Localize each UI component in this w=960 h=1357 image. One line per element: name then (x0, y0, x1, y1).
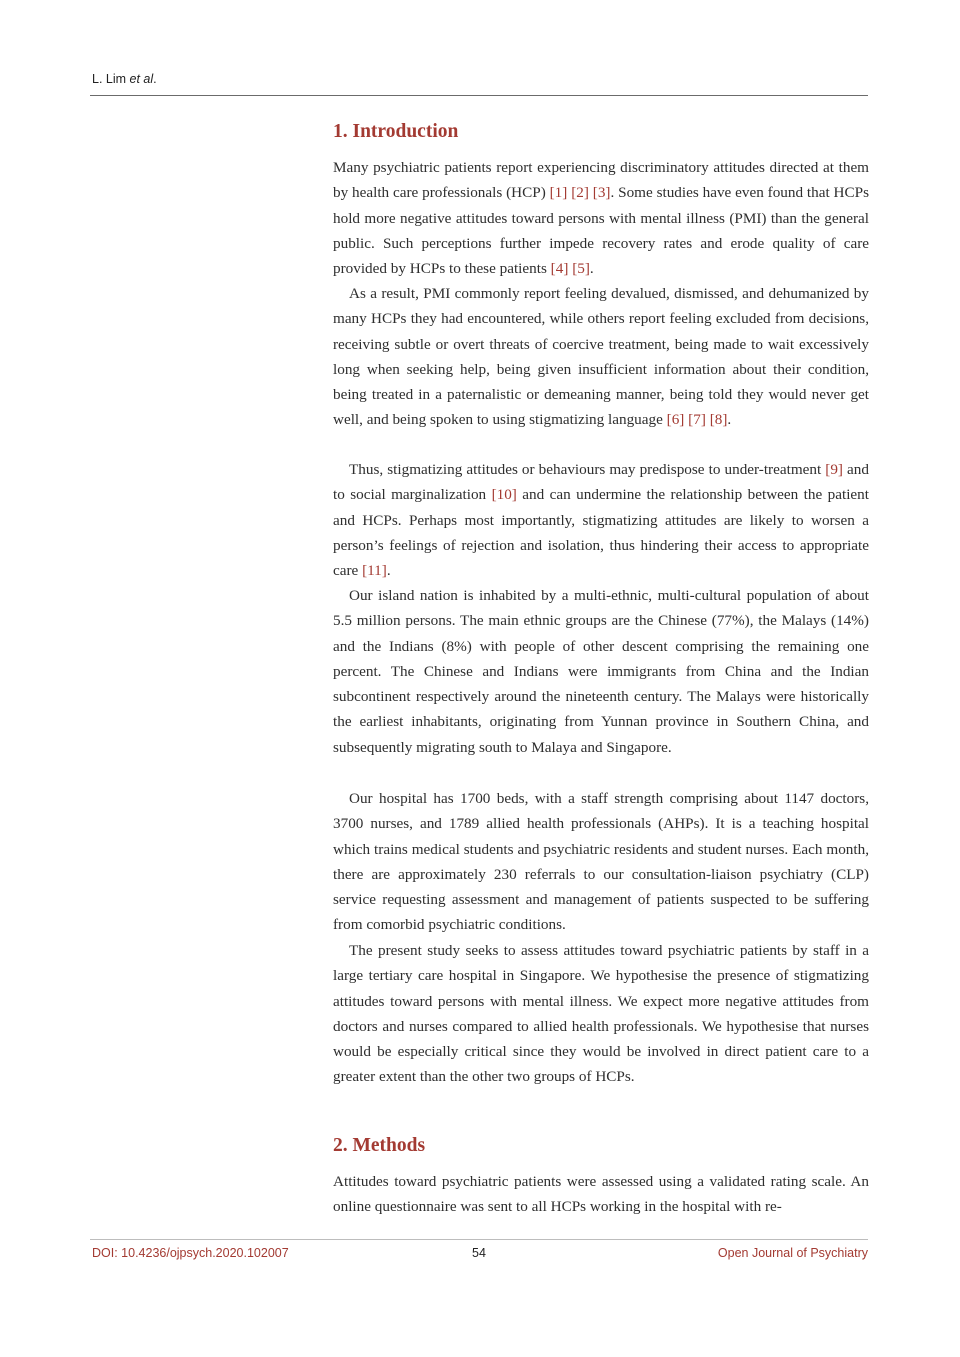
paragraph-text: As a result, PMI commonly report feeling devalued, dismissed, and dehumanized by many HCPs they had encountered, while others report feeling excluded from decisions, receiving subtle or overt threats of coercive treatment, being made to wait excessively long when seeking help, being given insufficient information about their condition, being treated in a paternalistic or demeaning manner, being told they would never get well, and being spoken to using stigmatizing language (333, 285, 869, 429)
running-head (92, 72, 157, 86)
citation-link[interactable]: [5] (572, 260, 590, 278)
paragraph-text: and to social marginalization (333, 461, 869, 504)
citation-link[interactable]: [4] (550, 260, 569, 278)
citation-link[interactable]: [9] (825, 461, 843, 478)
paragraph-text: Our hospital has 1700 beds, with a staff strength comprising about 1147 doctors, 3700 nurses, and 1789 allied health professionals (AHPs). It is a teaching hospital which trains medical students and psychiatric residents and student nurses. Each month, there are approximately 230 referrals to our consultation-liaison psychiatry (CLP) service requesting assessment and management of patients suspected to be suffering from comorbid psychiatric conditions. (333, 790, 869, 934)
footer-rule (90, 1239, 868, 1240)
methods-heading: 2. Methods (333, 1135, 426, 1156)
paragraph-text: . (589, 260, 594, 278)
paragraph-text: and can undermine the relationship between the patient and HCPs. Perhaps most importantly, stigmatizing attitudes are likely to worsen a person’s feelings of rejection and isolation, thus hindering their access to appropriate care (333, 486, 869, 580)
intro-paragraph-3 (333, 457, 869, 583)
journal-name-link[interactable]: Open Journal of Psychiatry (717, 1246, 868, 1260)
citation-link[interactable]: [2] (571, 184, 589, 202)
intro-paragraph-1 (333, 155, 869, 281)
doi-link[interactable]: DOI: 10.4236/ojpsych.2020.102007 (92, 1246, 289, 1260)
citation-link[interactable]: [11] (362, 562, 387, 580)
paragraph-text: The present study seeks to assess attitudes toward psychiatric patients by staff in a large tertiary care hospital in Singapore. We hypothesise the presence of stigmatizing attitudes toward persons with mental illness. We expect more negative attitudes from doctors and nurses compared to allied health professionals. We hypothesise that nurses would be especially critical since they would be involved in direct patient care to a greater extent than the other two groups of HCPs. (333, 942, 869, 1086)
author-names: L. Lim (92, 72, 127, 86)
paragraph-text: . (727, 411, 732, 429)
citation-link[interactable]: [1] (549, 184, 568, 202)
citation-link[interactable]: [10] (491, 486, 517, 504)
citation-link[interactable]: [3] (592, 184, 611, 202)
paragraph-text: Attitudes toward psychiatric patients were assessed using a validated rating scale. An online questionnaire was sent to all HCPs working in the hospital with re- (333, 1173, 869, 1216)
intro-paragraph-6 (333, 938, 869, 1090)
paragraph-text: Thus, stigmatizing attitudes or behaviours may predispose to under-treatment (349, 461, 826, 478)
et-al: et al (129, 72, 154, 86)
citation-link[interactable]: [6] (666, 411, 685, 429)
et-al-period: . (153, 72, 157, 86)
header-rule (90, 95, 868, 96)
methods-paragraph-1 (333, 1169, 869, 1220)
intro-paragraph-5 (333, 786, 869, 938)
citation-link[interactable]: [7] (688, 411, 706, 429)
page-number: 54 (472, 1246, 486, 1260)
introduction-section (333, 119, 869, 145)
citation-link[interactable]: [8] (709, 411, 728, 429)
intro-paragraph-4 (333, 583, 869, 760)
introduction-heading: 1. Introduction (333, 121, 459, 142)
paragraph-text: . Some studies have even found that HCPs hold more negative attitudes toward persons with mental illness (PMI) than the general public. Such perceptions further impede recovery rates and erode quality of care provided by HCPs to these patients (333, 184, 870, 278)
methods-section (333, 1133, 869, 1159)
intro-paragraph-2 (333, 281, 869, 433)
paragraph-text: Our island nation is inhabited by a multi-ethnic, multi-cultural population of about 5.5 million persons. The main ethnic groups are the Chinese (77%), the Malays (14%) and the Indians (8%) with people of other descent comprising the remaining one percent. The Chinese and Indians were immigrants from China and the Indian subcontinent respectively around the nineteenth century. The Malays were historically the earliest inhabitants, originating from Yunnan province in Southern China, and subsequently migrating south to Malaya and Singapore. (333, 587, 869, 756)
paragraph-text: . (386, 562, 391, 580)
paragraph-text: Many psychiatric patients report experiencing discriminatory attitudes directed at them by health care professionals (HCP) (333, 159, 869, 202)
